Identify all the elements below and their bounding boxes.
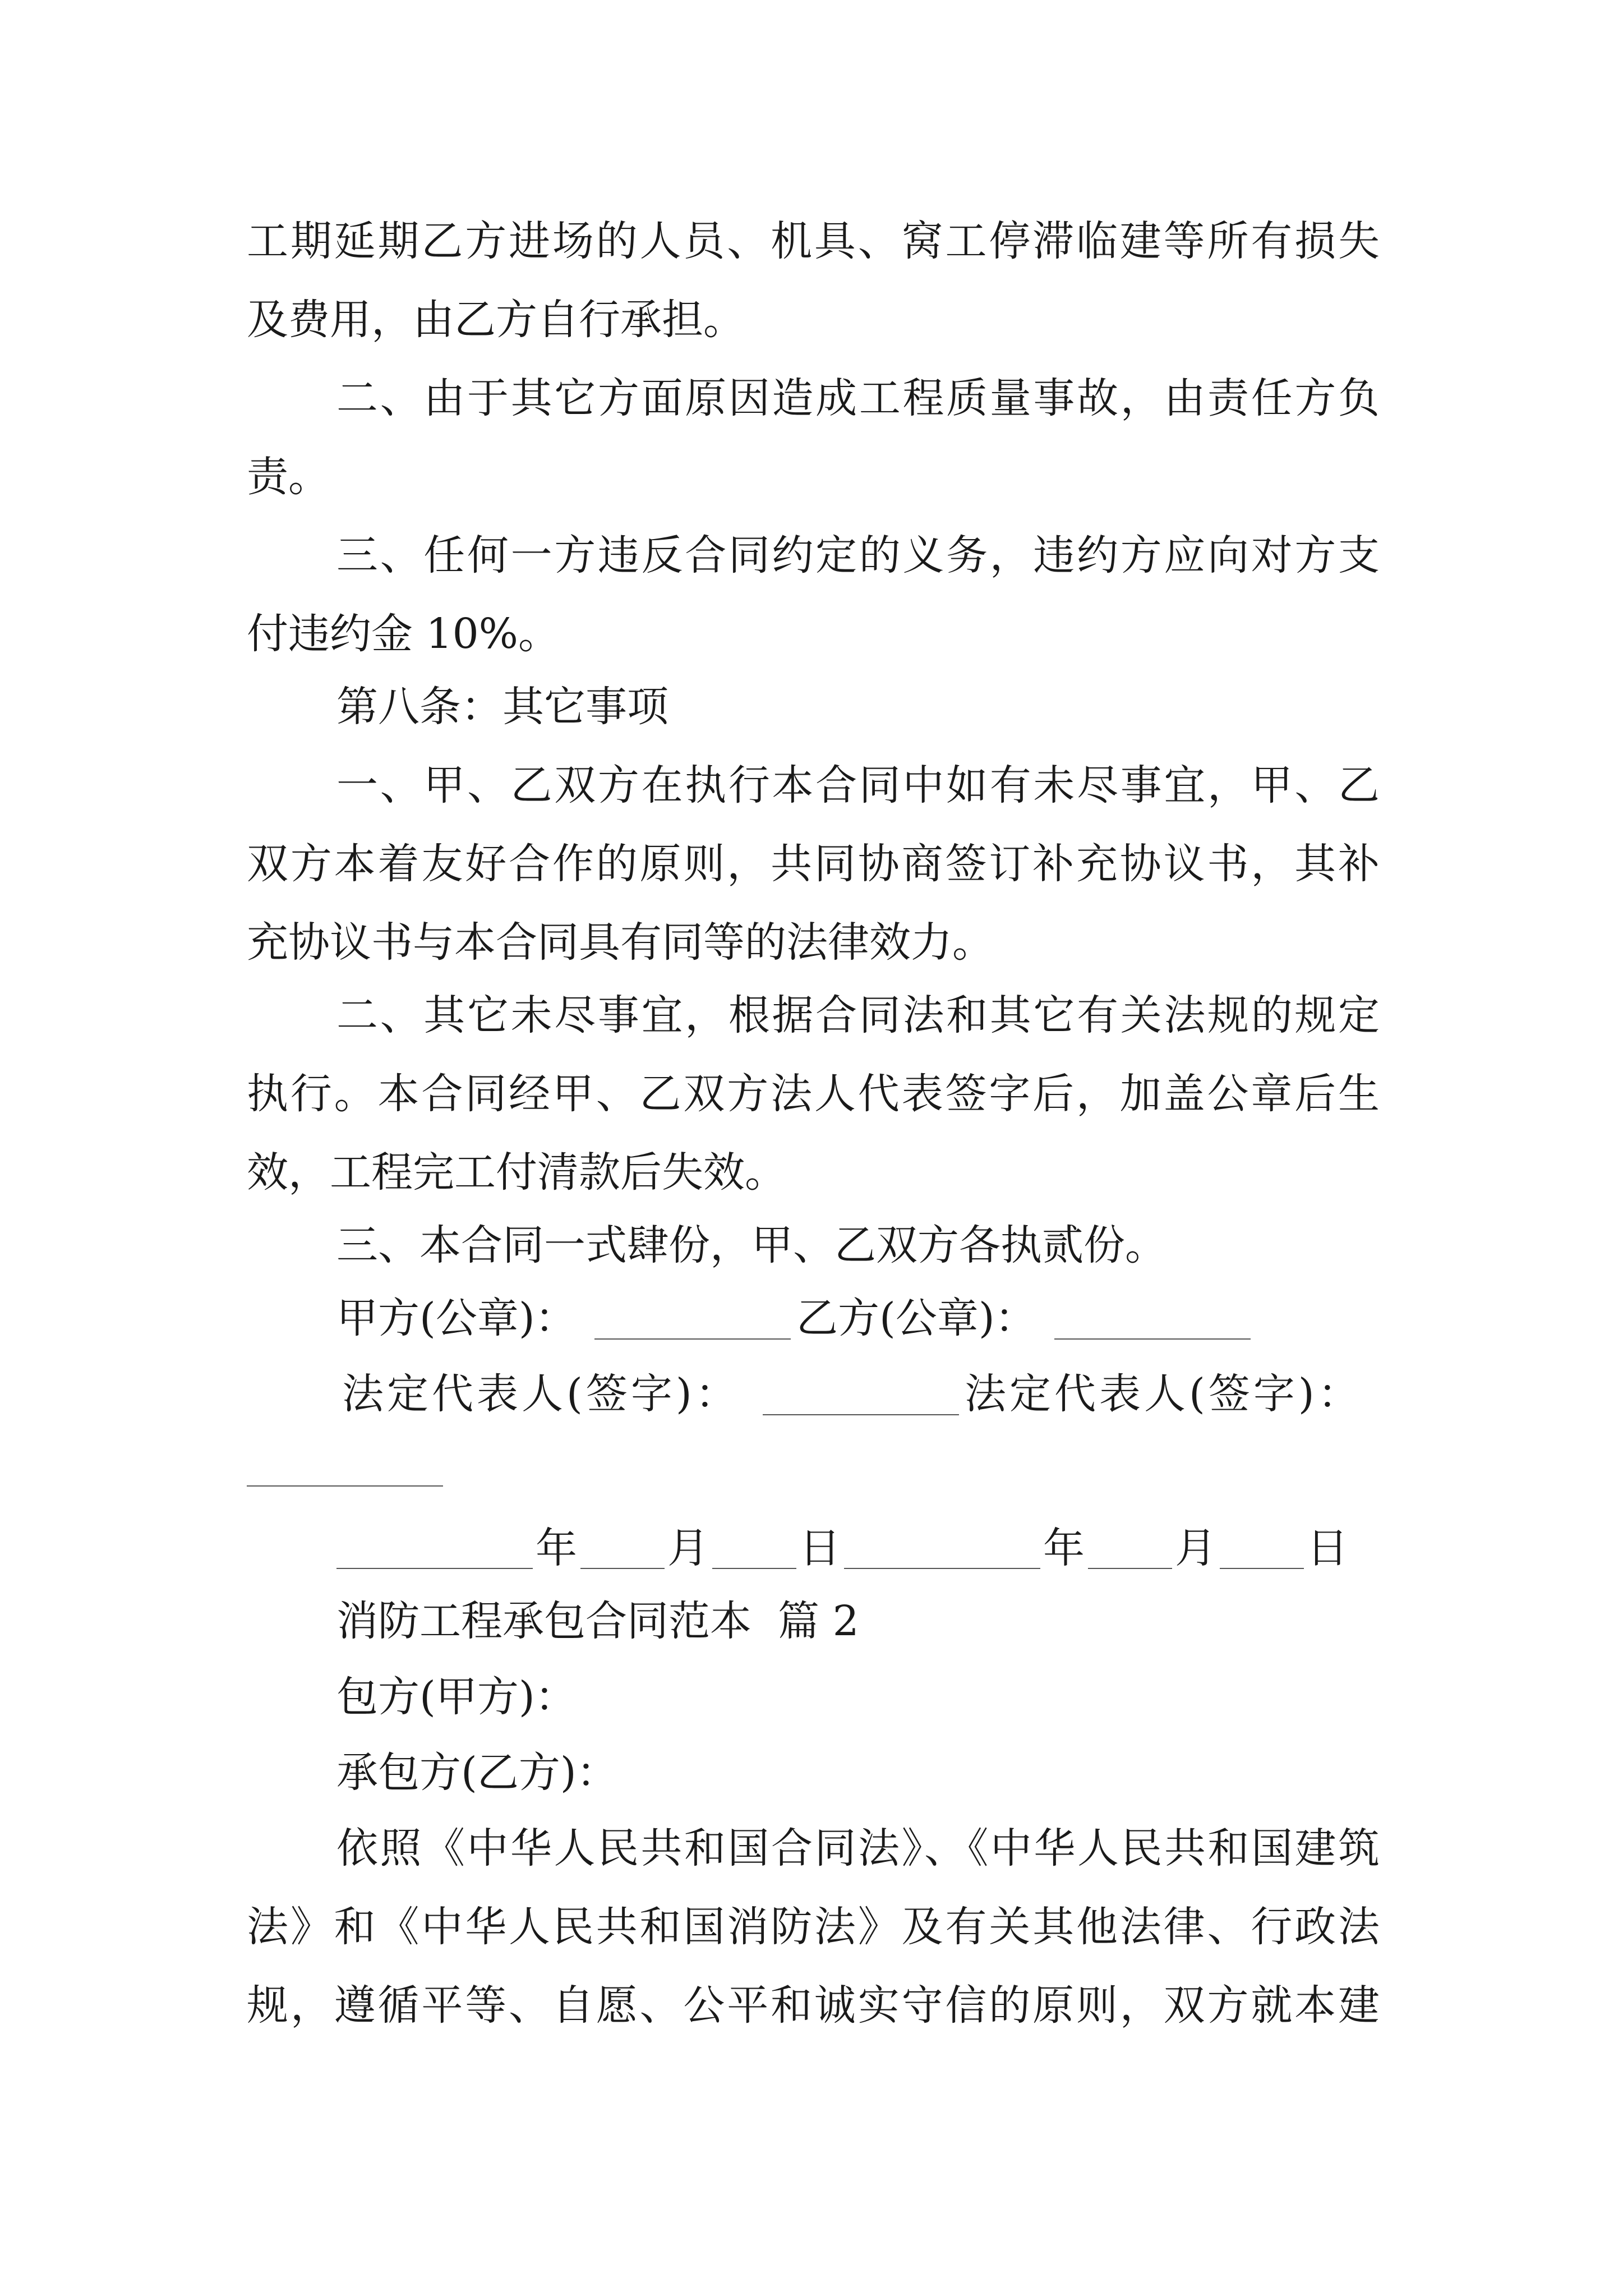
legal-rep-a-label: 法定代表人(签字)： bbox=[342, 1370, 740, 1418]
article-heading: 第八条：其它事项 bbox=[336, 683, 668, 731]
body-line: 工期延期乙方进场的人员、机具、窝工停滞临建等所有损失 bbox=[247, 217, 1380, 265]
date-a-month-label: 月 bbox=[667, 1524, 709, 1572]
date-a-year-blank[interactable] bbox=[336, 1568, 533, 1569]
party-b-seal-label: 乙方(公章)： bbox=[796, 1294, 1036, 1342]
party-a-seal-label: 甲方(公章)： bbox=[336, 1294, 577, 1342]
party-a-seal-blank[interactable] bbox=[594, 1338, 791, 1340]
legal-rep-b-blank[interactable] bbox=[247, 1485, 443, 1487]
clause-2-line: 二、由于其它方面原因造成工程质量事故，由责任方负 bbox=[336, 374, 1380, 422]
clause-3-line: 三、任何一方违反合同约定的义务，违约方应向对方支 bbox=[336, 531, 1380, 579]
party-b-label: 承包方(乙方)： bbox=[336, 1749, 618, 1797]
clause-3-line: 三、本合同一式肆份，甲、乙双方各执贰份。 bbox=[336, 1221, 1166, 1269]
date-b-day-label: 日 bbox=[1307, 1524, 1348, 1572]
date-b-month-label: 月 bbox=[1175, 1524, 1216, 1572]
date-a-day-blank[interactable] bbox=[712, 1568, 796, 1569]
clause-2-line: 二、其它未尽事宜，根据合同法和其它有关法规的规定 bbox=[336, 991, 1380, 1039]
date-b-year-blank[interactable] bbox=[844, 1568, 1040, 1569]
party-a-label: 包方(甲方)： bbox=[336, 1673, 577, 1721]
intro-line: 法》和《中华人民共和国消防法》及有关其他法律、行政法 bbox=[247, 1903, 1380, 1951]
party-b-seal-blank[interactable] bbox=[1054, 1338, 1251, 1340]
section-2-title: 消防工程承包合同范本 篇 2 bbox=[336, 1597, 859, 1645]
body-line: 责。 bbox=[247, 453, 330, 501]
intro-line: 依照《中华人民共和国合同法》、《中华人民共和国建筑 bbox=[336, 1824, 1380, 1872]
body-line: 执行。本合同经甲、乙双方法人代表签字后，加盖公章后生 bbox=[247, 1070, 1380, 1118]
date-a-day-label: 日 bbox=[799, 1524, 841, 1572]
date-a-month-blank[interactable] bbox=[580, 1568, 665, 1569]
clause-1-line: 一、甲、乙双方在执行本合同中如有未尽事宜，甲、乙 bbox=[336, 761, 1380, 809]
date-a-year-label: 年 bbox=[536, 1524, 577, 1572]
body-line: 及费用，由乙方自行承担。 bbox=[247, 296, 745, 344]
date-b-day-blank[interactable] bbox=[1220, 1568, 1304, 1569]
legal-rep-a-blank[interactable] bbox=[763, 1414, 959, 1415]
intro-line: 规，遵循平等、自愿、公平和诚实守信的原则，双方就本建 bbox=[247, 1981, 1380, 2030]
date-b-year-label: 年 bbox=[1043, 1524, 1085, 1572]
date-b-month-blank[interactable] bbox=[1088, 1568, 1172, 1569]
legal-rep-b-label: 法定代表人(签字)： bbox=[965, 1370, 1363, 1418]
body-line: 充协议书与本合同具有同等的法律效力。 bbox=[247, 918, 994, 967]
body-line: 效，工程完工付清款后失效。 bbox=[247, 1148, 786, 1197]
body-line: 双方本着友好合作的原则，共同协商签订补充协议书，其补 bbox=[247, 840, 1380, 888]
body-line: 付违约金 10%。 bbox=[247, 610, 560, 658]
